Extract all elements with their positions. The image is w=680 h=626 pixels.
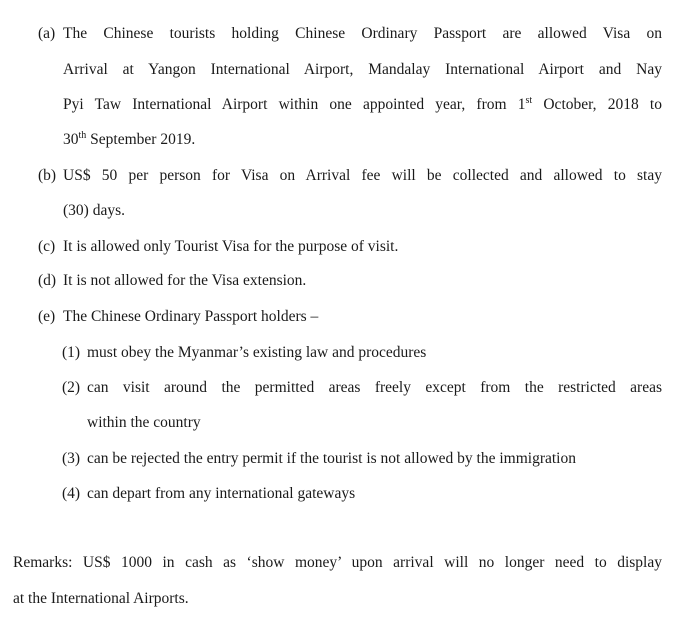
subitem-2-line-2: within the country xyxy=(87,414,201,431)
text-segment: 30 xyxy=(63,131,79,148)
item-b-line-1: US$ 50 per person for Visa on Arrival fee will be collected and allowed to stay xyxy=(63,167,662,184)
item-a-line-2: Arrival at Yangon International Airport, Mandalay International Airport and Nay xyxy=(63,61,662,78)
item-c-line-1: It is allowed only Tourist Visa for the purpose of visit. xyxy=(63,238,399,255)
item-a-line-3 xyxy=(63,95,662,115)
item-e-line-1: The Chinese Ordinary Passport holders – xyxy=(63,308,319,325)
ordinal-suffix: st xyxy=(525,95,533,106)
subitem-1-line-1: must obey the Myanmar’s existing law and procedures xyxy=(87,344,427,361)
subitem-marker: (3) xyxy=(62,450,81,467)
item-marker: (c) xyxy=(38,238,56,255)
text-segment: Pyi Taw International Airport within one appointed year, from 1 xyxy=(63,96,526,113)
item-a-line-1: The Chinese tourists holding Chinese Ordinary Passport are allowed Visa on xyxy=(63,25,662,42)
subitem-marker: (2) xyxy=(62,379,81,396)
ordinal-suffix: th xyxy=(78,130,87,141)
subitem-2-line-1: can visit around the permitted areas freely except from the restricted areas xyxy=(87,379,662,396)
subitem-marker: (4) xyxy=(62,485,81,502)
item-marker: (a) xyxy=(38,25,56,42)
item-marker: (e) xyxy=(38,308,56,325)
subitem-4-line-1: can depart from any international gateways xyxy=(87,485,356,502)
item-b-line-2: (30) days. xyxy=(63,202,125,219)
text-segment: September 2019. xyxy=(86,131,196,148)
item-d-line-1: It is not allowed for the Visa extension. xyxy=(63,272,307,289)
subitem-3-line-1: can be rejected the entry permit if the tourist is not allowed by the immigration xyxy=(87,450,576,467)
item-a-line-4 xyxy=(63,130,195,150)
remarks-line-2: at the International Airports. xyxy=(13,590,189,607)
item-marker: (b) xyxy=(38,167,57,184)
subitem-marker: (1) xyxy=(62,344,81,361)
text-segment: October, 2018 to xyxy=(532,96,662,113)
item-marker: (d) xyxy=(38,272,57,289)
remarks-line-1: Remarks: US$ 1000 in cash as ‘show money’ upon arrival will no longer need to display xyxy=(13,554,662,571)
